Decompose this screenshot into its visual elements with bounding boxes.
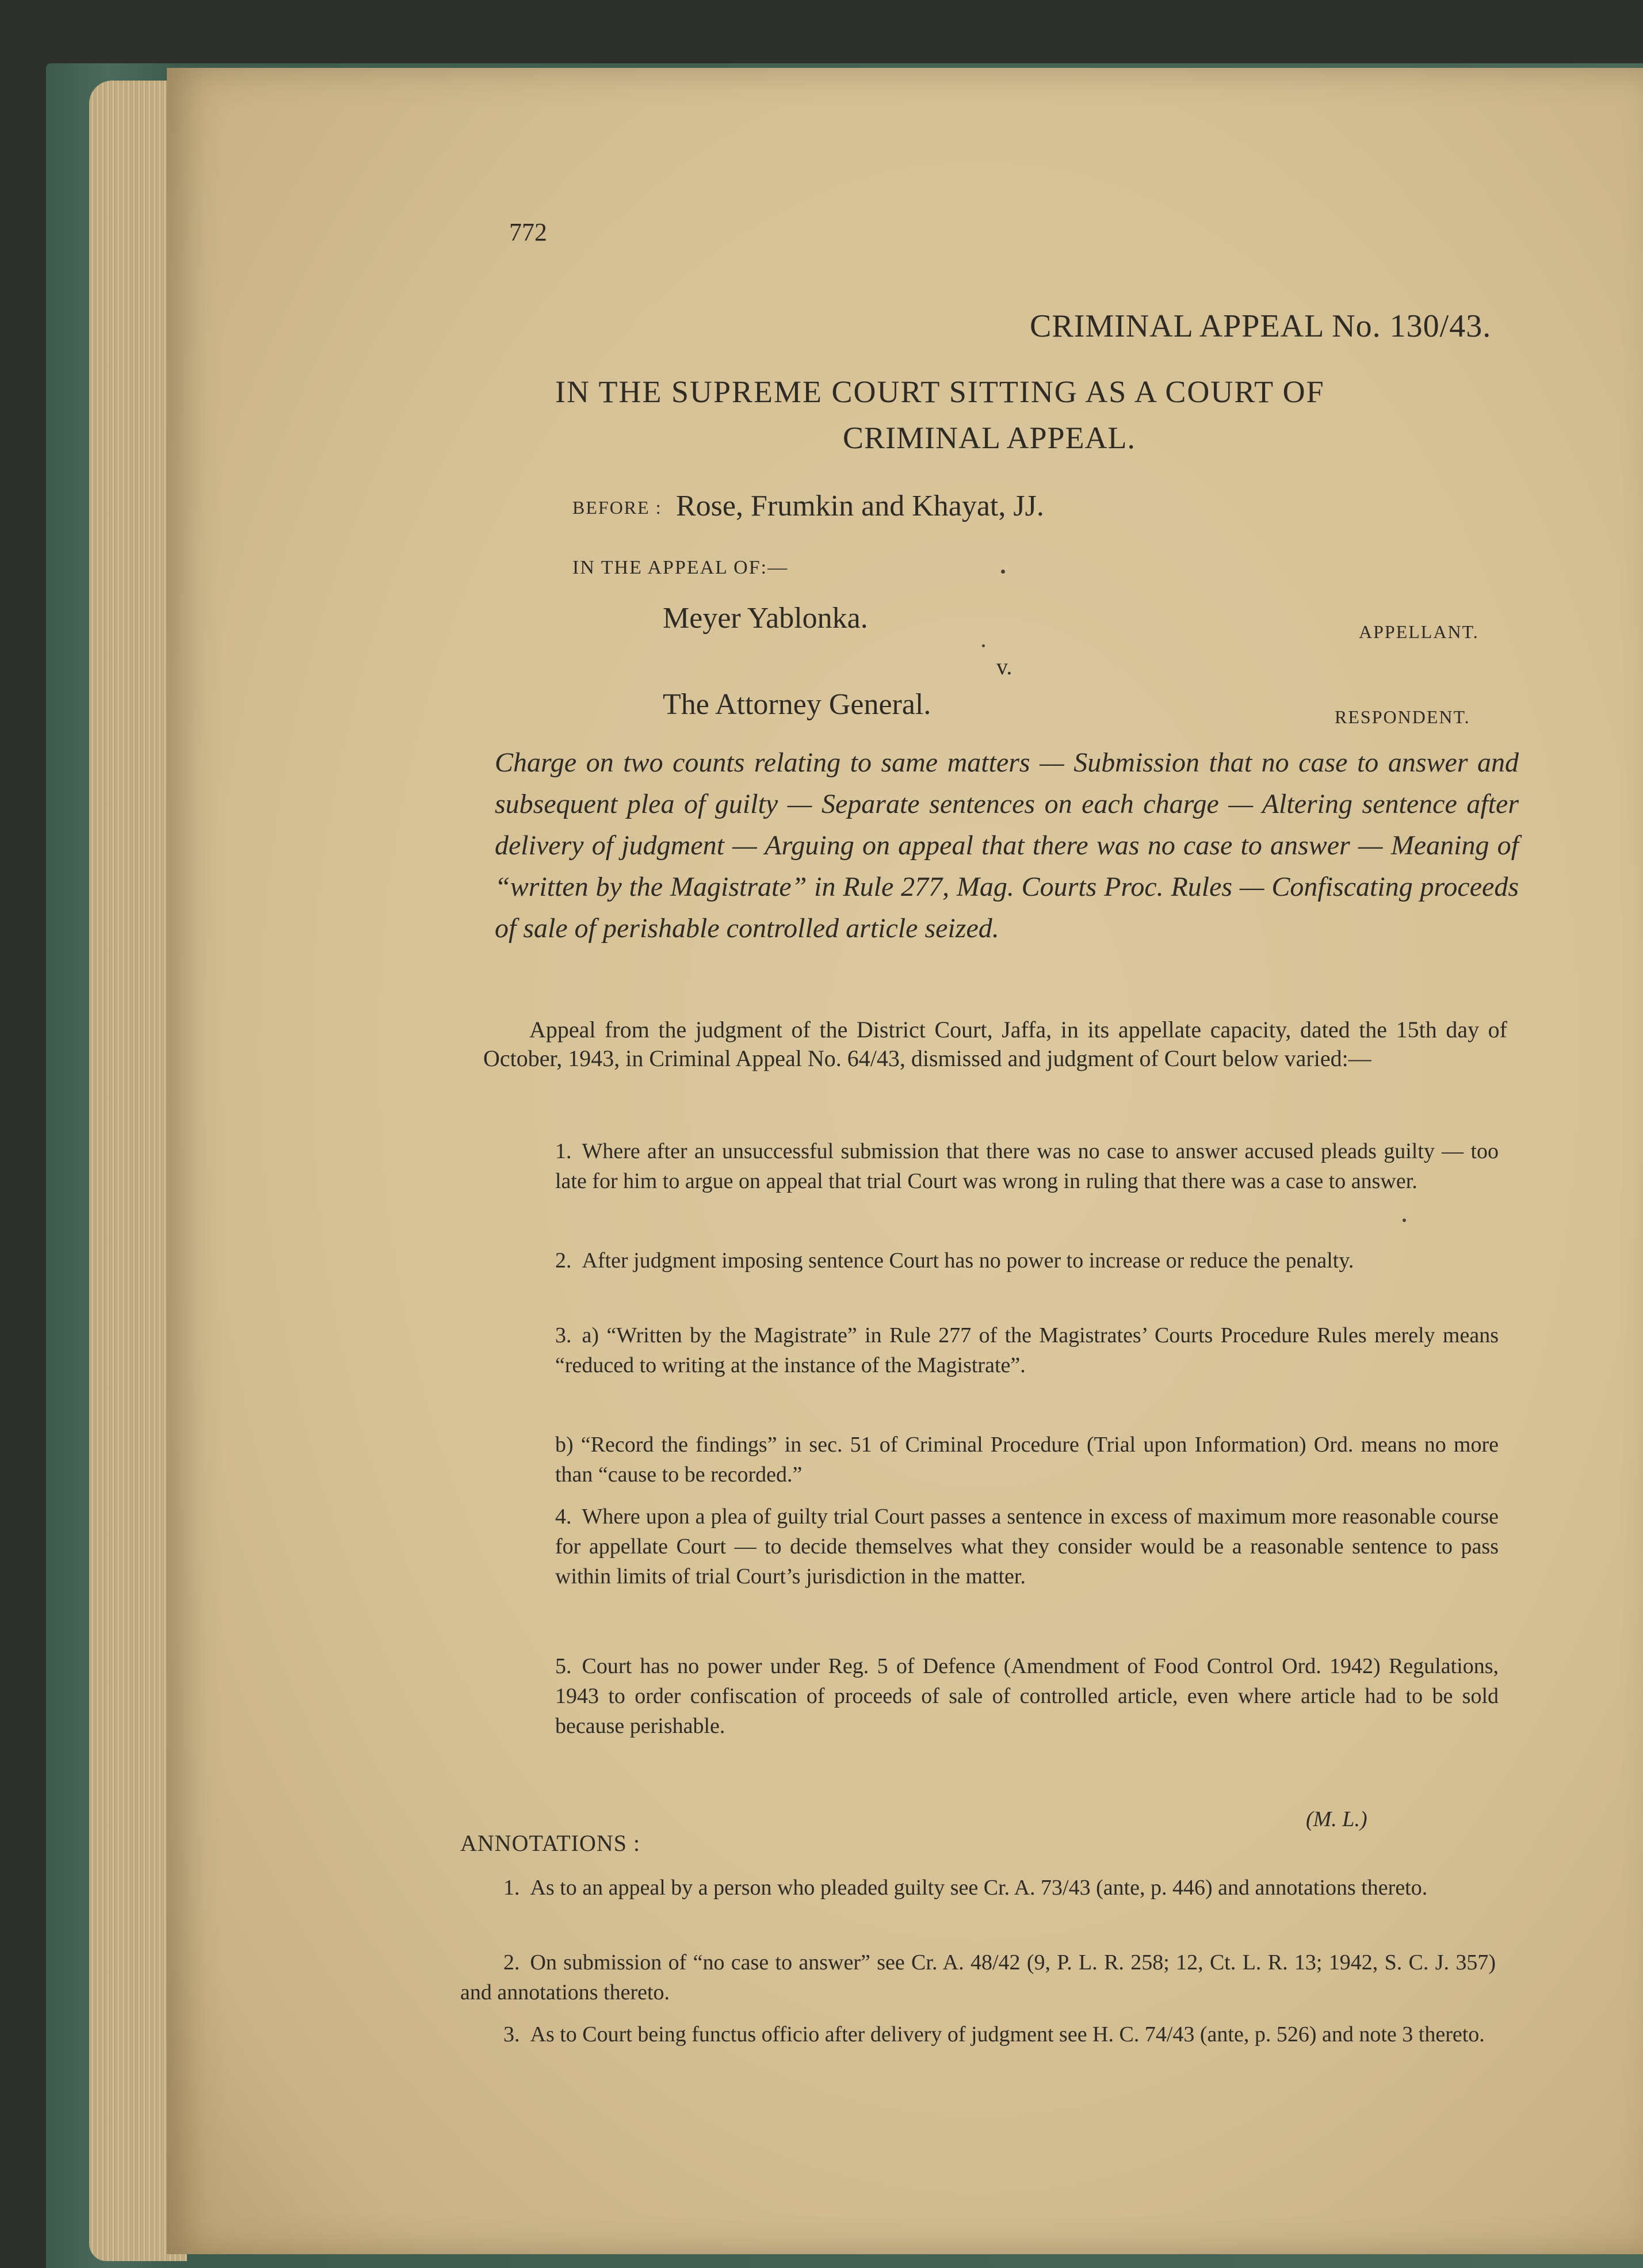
paper-speck xyxy=(982,644,985,647)
held-item xyxy=(555,1430,1499,1490)
page-number: 772 xyxy=(509,218,547,246)
held-number: 1. xyxy=(555,1139,572,1163)
held-text: Court has no power under Reg. 5 of Defence (Amendment of Food Control Ord. 1942) Regulations, 1943 to order confiscation of proceeds of sale of controlled article, even where article had to be sold because perishable. xyxy=(555,1654,1499,1738)
held-item xyxy=(555,1320,1499,1380)
annotation-text: As to an appeal by a person who pleaded guilty see Cr. A. 73/43 (ante, p. 446) and annotations thereto. xyxy=(530,1876,1428,1900)
paper-speck xyxy=(1403,1219,1406,1222)
held-number: 2. xyxy=(555,1248,572,1273)
held-item xyxy=(555,1651,1499,1741)
versus: v. xyxy=(996,654,1012,679)
annotation-item xyxy=(460,2019,1496,2049)
headnote: Charge on two counts relating to same matters — Submission that no case to answer and subsequent plea of guilty — Separate sentences on each charge — Altering sentence after delivery of judgment — Arguing on appeal that there was no case to answer — Meaning of “written by the Magistrate” in Rule 277, Mag. Courts Proc. Rules — Confiscating proceeds of sale of perishable controlled article seized. xyxy=(495,747,1519,944)
respondent-role: RESPONDENT. xyxy=(1335,707,1470,727)
paper-speck xyxy=(1001,570,1005,574)
annotation-number: 2. xyxy=(503,1950,520,1975)
held-item xyxy=(555,1502,1499,1591)
appellant-role: APPELLANT. xyxy=(1359,621,1479,642)
held-text: a) “Written by the Magistrate” in Rule 277 of the Magistrates’ Courts Procedure Rules merely means “reduced to writing at the instance of the Magistrate”. xyxy=(555,1323,1499,1377)
appeal-of-label: IN THE APPEAL OF:— xyxy=(572,557,789,578)
case-number: CRIMINAL APPEAL No. 130/43. xyxy=(1030,308,1492,344)
annotation-item xyxy=(460,1873,1496,1903)
annotation-number: 1. xyxy=(503,1876,520,1900)
held-text: Where after an unsuccessful submission that there was no case to answer accused pleads guilty — too late for him to argue on appeal that trial Court was wrong in ruling that there was a case to answer. xyxy=(555,1139,1499,1193)
annotation-text: As to Court being functus officio after delivery of judgment see H. C. 74/43 (ante, p. 526) and note 3 thereto. xyxy=(530,2022,1485,2046)
held-text: After judgment imposing sentence Court has no power to increase or reduce the penalty. xyxy=(582,1248,1354,1273)
held-number: 4. xyxy=(555,1505,572,1529)
appeal-from-paragraph: Appeal from the judgment of the District Court, Jaffa, in its appellate capacity, dated the 15th day of October, 1943, in Criminal Appeal No. 64/43, dismissed and judgment of Court below varied:— xyxy=(483,1017,1507,1071)
appellant-name: Meyer Yablonka. xyxy=(663,602,868,635)
annotation-text: On submission of “no case to answer” see Cr. A. 48/42 (9, P. L. R. 258; 12, Ct. L. R. 13; 1942, S. C. J. 357) and annotations thereto. xyxy=(460,1950,1496,2004)
judges: Rose, Frumkin and Khayat, JJ. xyxy=(676,490,1044,522)
held-text: b) “Record the findings” in sec. 51 of Criminal Procedure (Trial upon Information) Ord. means no more than “cause to be recorded.” xyxy=(555,1433,1499,1487)
reporter-initials: (M. L.) xyxy=(1306,1807,1367,1831)
annotation-item xyxy=(460,1948,1496,2007)
held-text: Where upon a plea of guilty trial Court passes a sentence in excess of maximum more reasonable course for appellate Court — to decide themselves what they consider would be a reasonable sentence to pass within limits of trial Court’s jurisdiction in the matter. xyxy=(555,1505,1499,1589)
held-item xyxy=(555,1246,1499,1276)
court-title-line-2: CRIMINAL APPEAL. xyxy=(843,421,1136,455)
court-title-line-1: IN THE SUPREME COURT SITTING AS A COURT OF xyxy=(555,375,1325,409)
annotations-heading: ANNOTATIONS : xyxy=(460,1830,641,1856)
held-number: 3. xyxy=(555,1323,572,1347)
held-item xyxy=(555,1136,1499,1196)
held-number: 5. xyxy=(555,1654,572,1678)
respondent-name: The Attorney General. xyxy=(663,688,931,721)
before-label: BEFORE : xyxy=(572,497,662,518)
annotation-number: 3. xyxy=(503,2022,520,2046)
